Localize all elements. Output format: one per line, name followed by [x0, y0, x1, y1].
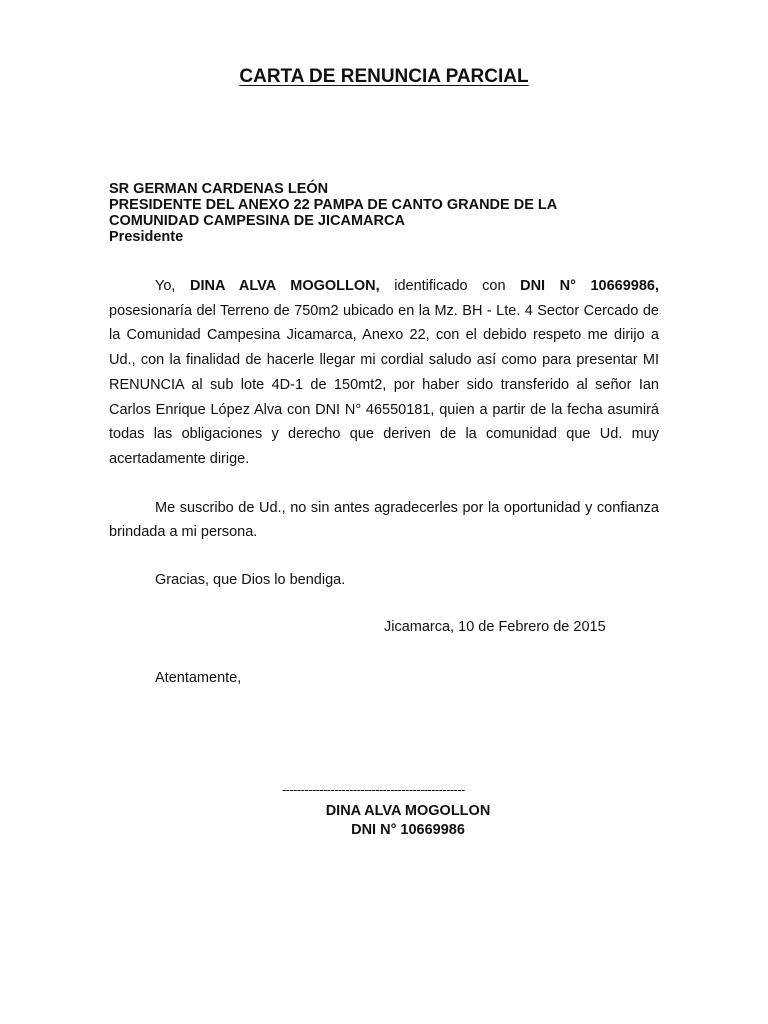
paragraph-1-middle: identificado con: [379, 278, 521, 294]
body-paragraph-1: [109, 274, 659, 472]
addressee-block: [109, 181, 629, 245]
sender-name-inline: DINA ALVA MOGOLLON,: [190, 278, 380, 294]
sender-dni-inline: DNI N° 10669986,: [520, 278, 659, 294]
letter-title: [0, 66, 768, 88]
addressee-name: SR GERMAN CARDENAS LEÓN: [109, 181, 329, 197]
letter-title-text: CARTA DE RENUNCIA PARCIAL: [239, 66, 529, 87]
body-paragraph-2: Me suscribo de Ud., no sin antes agradecerles por la oportunidad y confianza brindada a mi persona.: [109, 499, 659, 541]
letter-body: [109, 274, 659, 593]
paragraph-1-rest: posesionaría del Terreno de 750m2 ubicado en la Mz. BH - Lte. 4 Sector Cercado de la Comunidad Campesina Jicamarca, Anexo 22, con el debido respeto me dirijo a Ud., con la finalidad de hacerle llegar mi cordial saludo así como para presentar MI RENUNCIA al sub lote 4D-1 de 150mt2, por haber sido transferido al señor Ian Carlos Enrique López Alva con DNI N° 46550181, quien a partir de la fecha asumirá todas las obligaciones y derecho que deriven de la comunidad que Ud. muy acertadamente dirige.: [109, 302, 659, 467]
letter-date: Jicamarca, 10 de Febrero de 2015: [384, 619, 606, 635]
signature-name: DINA ALVA MOGOLLON: [325, 803, 491, 819]
body-paragraph-3: Gracias, que Dios lo bendiga.: [155, 572, 346, 589]
signature-dni: DNI N° 10669986: [351, 822, 465, 838]
paragraph-1-prefix: Yo,: [155, 278, 190, 294]
addressee-role: Presidente: [109, 229, 184, 245]
addressee-organization: COMUNIDAD CAMPESINA DE JICAMARCA: [109, 213, 405, 229]
signature-line: -------------------------------------------------: [282, 782, 465, 797]
addressee-position: PRESIDENTE DEL ANEXO 22 PAMPA DE CANTO GRANDE DE LA: [109, 197, 558, 213]
letter-closing: Atentamente,: [155, 670, 242, 686]
